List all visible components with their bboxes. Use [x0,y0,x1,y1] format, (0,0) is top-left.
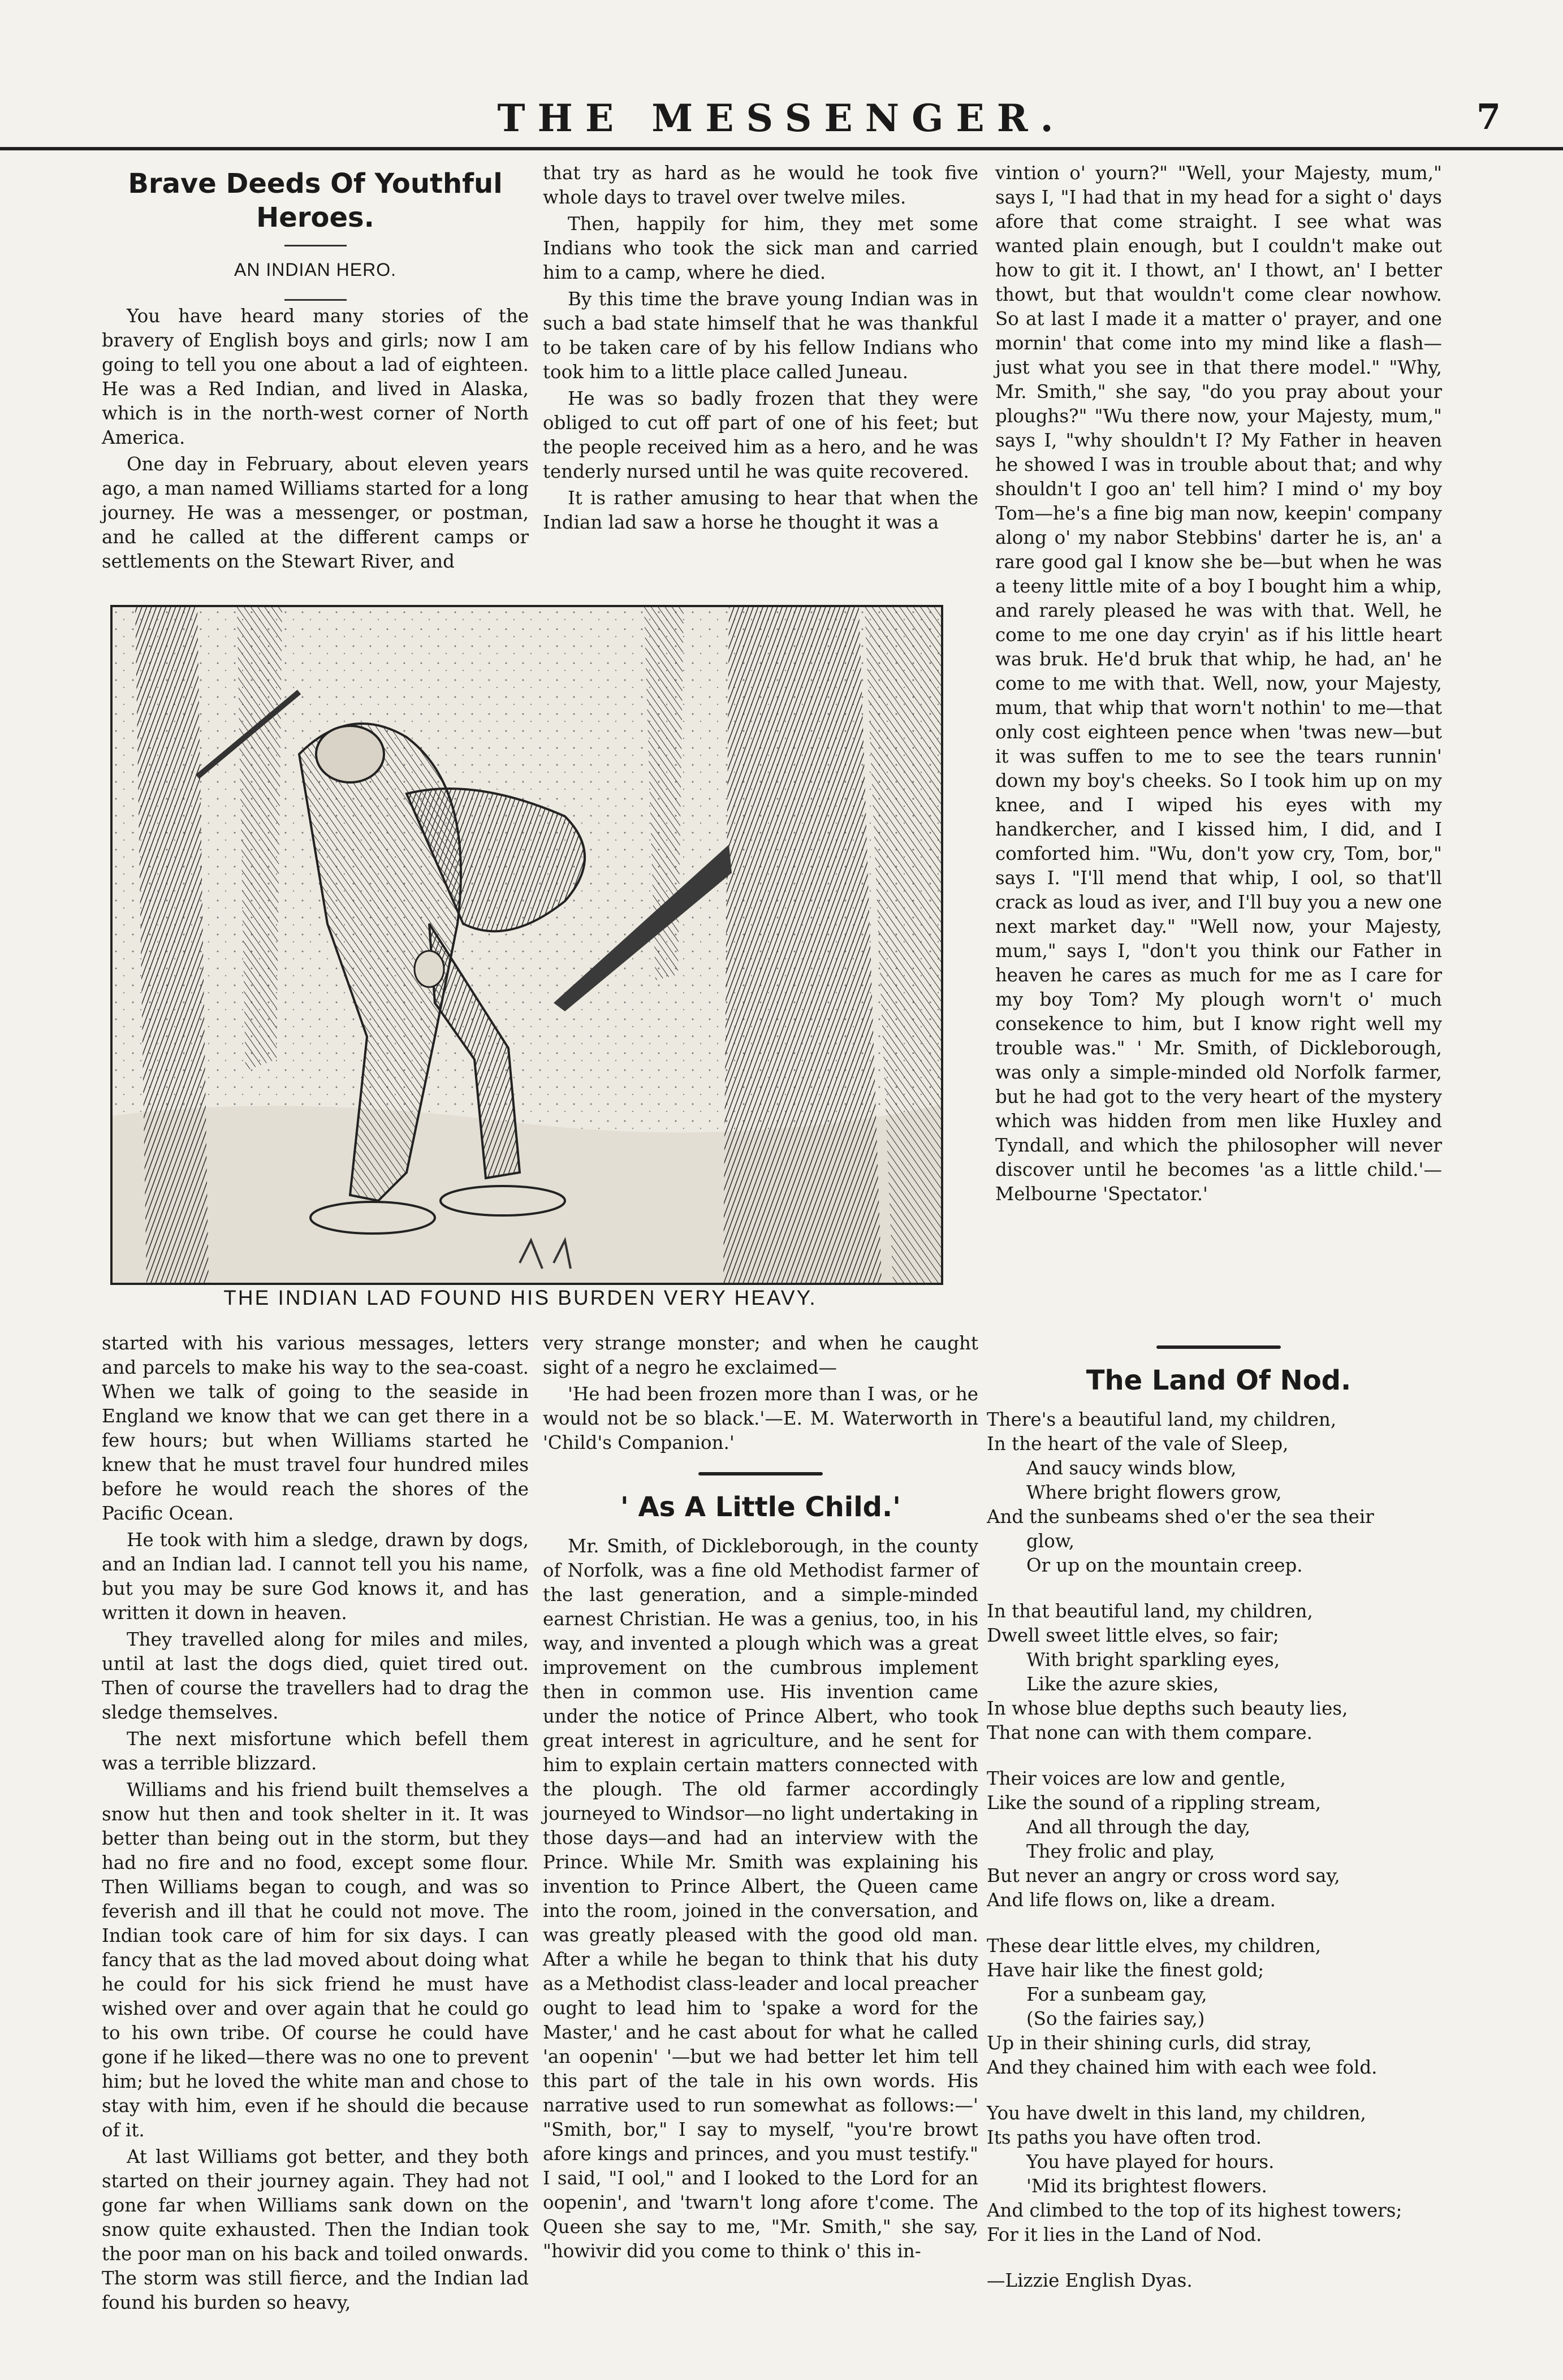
story-ending [543,1331,978,1455]
poem-line: For it lies in the Land of Nod. [987,2224,1262,2245]
paragraph: At last Williams got better, and they both started on their journey again. They had not gone far when Williams sank down on the snow quite exhausted. Then the Indian took the poor man on his back and toiled onwards. The storm was still fierce, and the Indian lad found his burden so heavy, [102,2146,529,2313]
poem-rule [1156,1345,1281,1349]
poem-line: glow, [1026,1530,1075,1552]
poem-line: And saucy winds blow, [1026,1457,1237,1479]
poem-line: You have dwelt in this land, my children, [987,2102,1366,2124]
section-rule [698,1472,823,1475]
paragraph: 'He had been frozen more than I was, or he would not be so black.'—E. M. Waterworth in 'Child's Companion.' [543,1383,978,1453]
paragraph: that try as hard as he would he took five whole days to travel over twelve miles. [543,162,978,208]
paragraph: It is rather amusing to hear that when the Indian lad saw a horse he thought it was a [543,487,978,533]
paragraph: Williams and his friend built themselves a snow hut then and took shelter in it. It was better than being out in the storm, but they had no fire and no food, except some flour. Then Williams began to cough, and was so feverish and ill that he could not move. The Indian took care of him for six days. I can fancy that as the lad moved about doing what he could for his sick friend he must have wished over and over again that he could go to his own tribe. Of course he could have gone if he liked—there was no one to prevent him; but he loved the white man and chose to stay with him, even if he should die because of it. [102,1779,529,2141]
masthead: THE MESSENGER. [497,96,1066,140]
poem-line: But never an angry or cross word say, [987,1865,1340,1886]
poem-line: They frolic and play, [1026,1841,1215,1862]
poem-line: That none can with them compare. [987,1722,1312,1743]
poem-line: In that beautiful land, my children, [987,1600,1313,1622]
page-header [0,96,1563,150]
paragraph: vintion o' yourn?" "Well, your Majesty, mum," says I, "I had that in my head for a sight o' days afore that come straight. I see what was wanted plain enough, but I couldn't make out how to git it. I thowt, an' I thowt, an' I better thowt, but that wouldn't come clear nowhow. So at last I made it a matter o' prayer, and one mornin' that come into my mind like a flash—just what you see in that there model." "Why, Mr. Smith," she say, "do you pray about your ploughs?" "Wu there now, your Majesty, mum," says I, "why shouldn't I? My Father in heaven he showed I was in trouble about that; and why shouldn't I goo an' tell him? I mind o' my boy Tom—he's a fine big man now, keepin' company along o' my nabor Stebbins' darter he is, an' a rare good gal I know she be—but when he was a teeny little mite of a boy I bought him a whip, and rarely pleased he was with that. Well, he come to me one day cryin' as if his little heart was bruk. He'd bruk that whip, he had, an' he come to me with that. Well, now, your Majesty, mum, that whip that worn't nothin' to me—that only cost eighteen pence when 'twas new—but it was suffen to me to see the tears runnin' down my boy's cheeks. So I took him up on my knee, and I wiped his eyes with my handkercher, and I kissed him, I did, and I comforted him. "Wu, don't yow cry, Tom, bor," says I. "I'll mend that whip, I ool, so that'll crack as loud as iver, and I'll buy you a new one next market day." "Well now, your Majesty, mum," says I, "don't you think our Father in heaven he cares as much for me as I care for my boy Tom? My plough worn't o' much consekence to him, but I know right well my trouble was." ' Mr. Smith, of Dickleborough, was only a simple-minded old Norfolk farmer, but he had got to the very heart of the mystery which was hidden from men like Huxley and Tyndall, and which the philosopher will never discover until he becomes 'as a little child.'—Melbourne 'Spectator.' [995,162,1442,1205]
little-child-title: ' As A Little Child.' [620,1491,901,1523]
poem-line: Dwell sweet little elves, so fair; [987,1625,1279,1646]
poem-line: And life flows on, like a dream. [987,1889,1276,1911]
paragraph: started with his various messages, letters and parcels to make his way to the sea-coast. When we talk of going to the seaside in England we know that we can get there in a few hours; but when Williams started he knew that he must travel four hundred miles before he would reach the shores of the Pacific Ocean. [102,1332,529,1524]
poem-line: You have played for hours. [1026,2151,1275,2173]
poem-stanza [987,1934,1450,2080]
page-number: 7 [1476,96,1501,137]
poem-line: Where bright flowers grow, [1026,1482,1282,1503]
poem-line: In the heart of the vale of Sleep, [987,1433,1289,1455]
subtitle-rule [284,299,347,301]
poem-signature: —Lizzie English Dyas. [987,2270,1193,2291]
poem-stanza [987,1767,1450,1912]
poem-line: Like the azure skies, [1026,1673,1219,1695]
poem-line: With bright sparkling eyes, [1026,1649,1280,1671]
forest-scene-image [113,607,941,1283]
story-title: Brave Deeds Of Youthful Heroes. [128,168,503,233]
poem-line: And they chained him with each wee fold. [987,2057,1378,2078]
poem-line: (So the fairies say,) [1026,2008,1205,2030]
poem-line: Its paths you have often trod. [987,2127,1262,2148]
paragraph: The next misfortune which befell them was a terrible blizzard. [102,1728,529,1774]
column-2-bottom [543,1331,978,2266]
poem-line: Their voices are low and gentle, [987,1768,1286,1789]
story-body-continued [543,161,978,535]
poem-title: The Land Of Nod. [1086,1365,1352,1396]
poem-stanza [987,2101,1450,2247]
paragraph: Then, happily for him, they met some Indians who took the sick man and carried him to a camp, where he died. [543,213,978,283]
paragraph: They travelled along for miles and miles, until at last the dogs died, quiet tired out. Then of course the travellers had to drag the sledge themselves. [102,1629,529,1723]
column-2-top [543,161,978,537]
paragraph: very strange monster; and when he caught sight of a negro he exclaimed— [543,1332,978,1378]
poem-line: 'Mid its brightest flowers. [1026,2175,1267,2197]
poem-stanza [987,1408,1450,1578]
poem-body [987,1408,1450,2247]
story-subtitle: AN INDIAN HERO. [234,259,397,280]
poem-line: Up in their shining curls, did stray, [987,2032,1312,2054]
column-3-bottom [987,1329,1450,2293]
poem-line: And all through the day, [1026,1816,1251,1838]
column-1-top [102,161,529,576]
title-rule [284,245,347,246]
paragraph: By this time the brave young Indian was in such a bad state himself that he was thankful to be taken care of by his fellow Indians who took him to a little place called Juneau. [543,288,978,383]
poem-line: And climbed to the top of its highest towers; [987,2200,1402,2221]
poem-line: There's a beautiful land, my children, [987,1409,1337,1430]
poem-line: Have hair like the finest gold; [987,1959,1264,1981]
little-child-body [543,1534,978,2264]
poem-stanza [987,1599,1450,1745]
paragraph: He took with him a sledge, drawn by dogs, and an Indian lad. I cannot tell you his name, but you may be sure God knows it, and has written it down in heaven. [102,1529,529,1624]
story-body [102,304,529,574]
paragraph: He was so badly frozen that they were obliged to cut off part of one of his feet; but the people received him as a hero, and he was tenderly nursed until he was quite recovered. [543,388,978,482]
poem-line: For a sunbeam gay, [1026,1984,1207,2005]
poem-line: Like the sound of a rippling stream, [987,1792,1322,1814]
column-3-top [995,161,1442,1209]
little-child-body-continued [995,161,1442,1206]
paragraph: One day in February, about eleven years ago, a man named Williams started for a long journey. He was a messenger, or postman, and he called at the different camps or settlements on the Stewart River, and [102,453,529,572]
story-body-lower [102,1331,529,2315]
woodcut-illustration [110,605,943,1285]
paragraph: Mr. Smith, of Dickleborough, in the county of Norfolk, was a fine old Methodist farmer of the last generation, and a simple-minded earnest Christian. He was a genius, too, in his way, and invented a plough which was a great improvement on the cumbrous implement then in common use. His invention came under the notice of Prince Albert, who took great interest in agriculture, and he sent for him to explain certain matters connected with the plough. The old farmer accordingly journeyed to Windsor—no light undertaking in those days—and had an interview with the Prince. While Mr. Smith was explaining his invention to Prince Albert, the Queen came into the room, joined in the conversation, and was greatly pleased with the good old man. After a while he began to think that his duty as a Methodist class-leader and local preacher ought to lead him to 'spake a word for the Master,' and he cast about for what he called 'an oopenin' '—but we had better let him tell this part of the tale in his own words. His narrative used to run somewhat as follows:—' "Smith, bor," I say to myself, "you're browt afore kings and princes, and you must testify." I said, "I ool," and I looked to the Lord for an oopenin', and 'twarn't long afore t'come. The Queen she say to me, "Mr. Smith," she say, "howivir did you come to think o' this in- [543,1535,978,2262]
poem-line: And the sunbeams shed o'er the sea their [987,1506,1374,1527]
column-1-bottom [102,1331,529,2317]
poem-line: Or up on the mountain creep. [1026,1555,1303,1576]
poem-line: These dear little elves, my children, [987,1935,1322,1957]
poem-line: In whose blue depths such beauty lies, [987,1698,1348,1719]
illustration-caption: THE INDIAN LAD FOUND HIS BURDEN VERY HEAVY. [223,1286,817,1309]
paragraph: You have heard many stories of the bravery of English boys and girls; now I am going to tell you one about a lad of eighteen. He was a Red Indian, and lived in Alaska, which is in the north-west corner of North America. [102,305,529,448]
